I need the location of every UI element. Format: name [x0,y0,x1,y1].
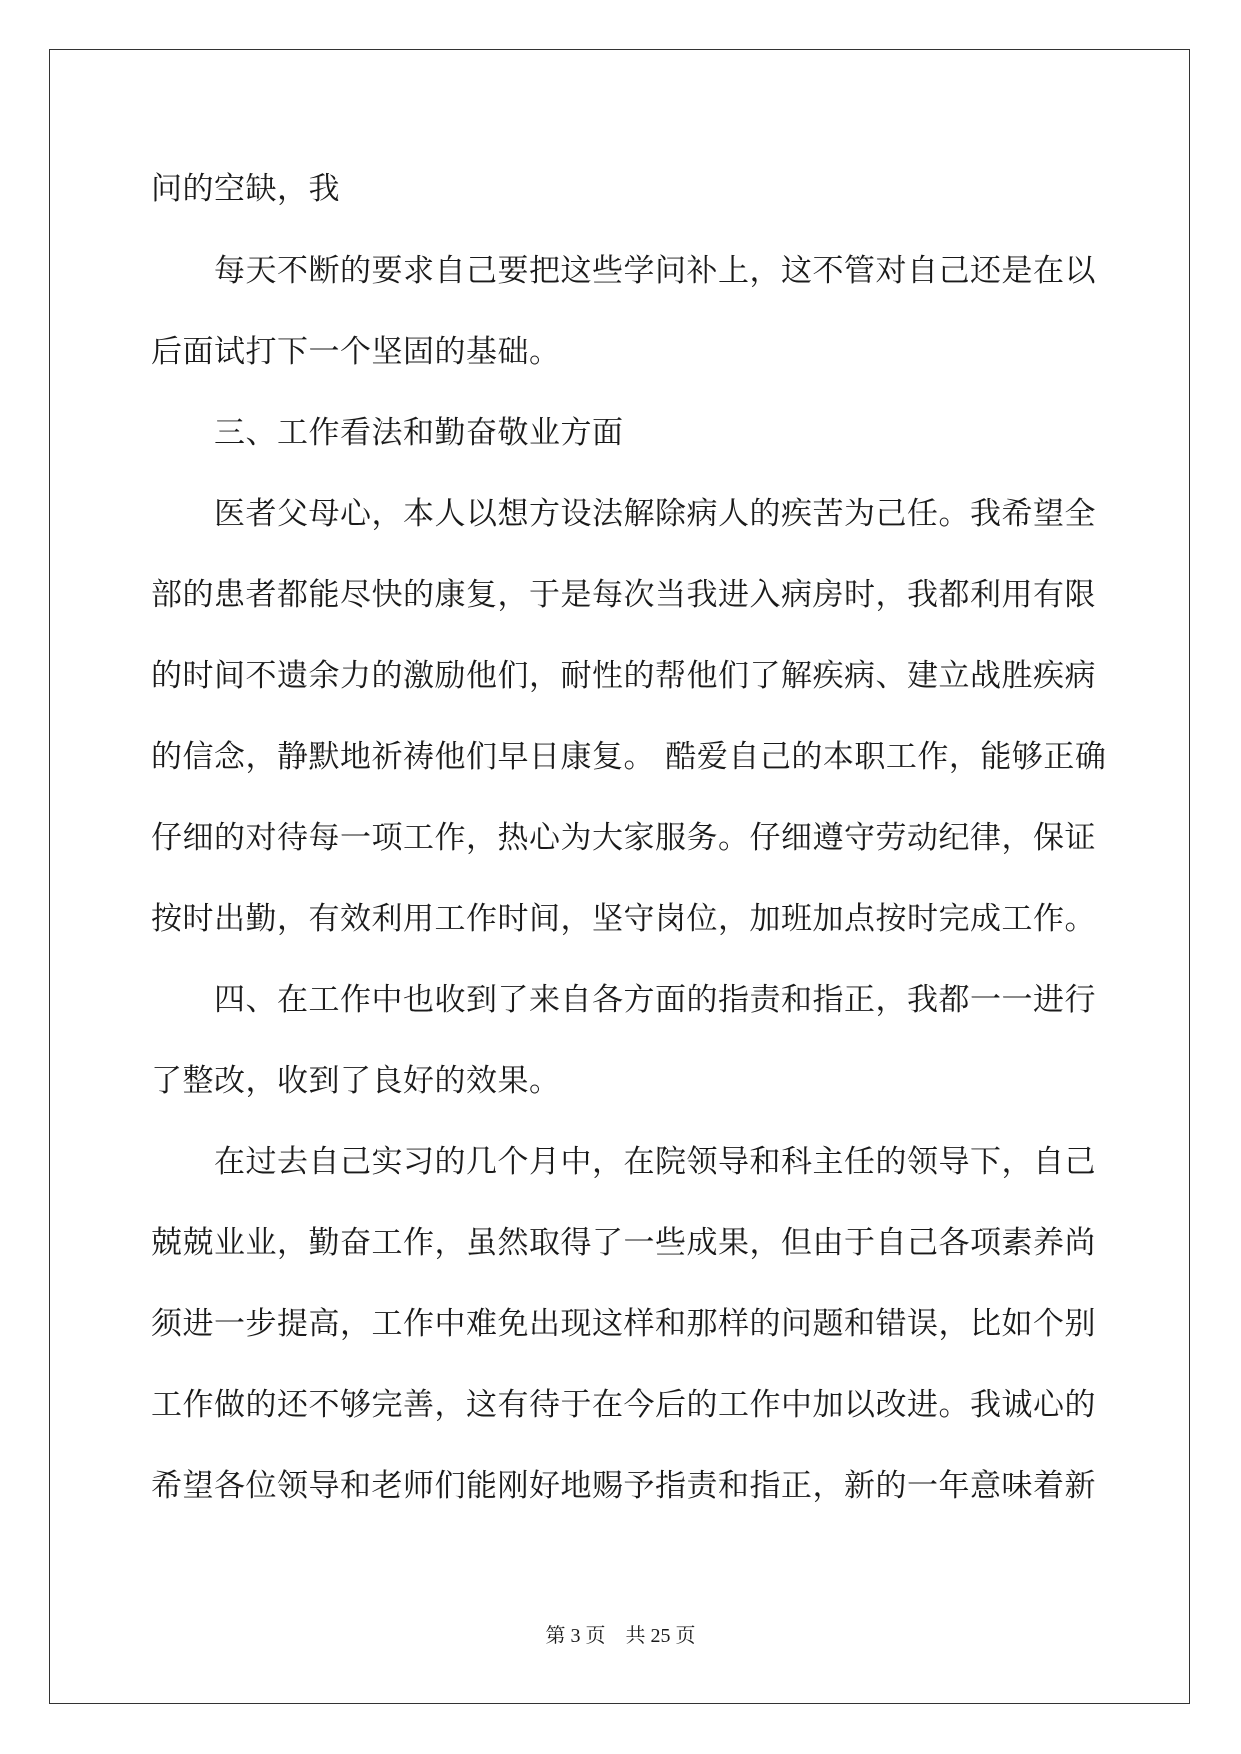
text-line: 按时出勤，有效利用工作时间，坚守岗位，加班加点按时完成工作。 [151,901,1096,937]
text-line: 四、在工作中也收到了来自各方面的指责和指正，我都一一进行 [214,982,1096,1018]
text-line: 部的患者都能尽快的康复，于是每次当我进入病房时，我都利用有限 [151,577,1096,613]
document-body [151,162,1107,1540]
text-line: 希望各位领导和老师们能刚好地赐予指责和指正，新的一年意味着新 [151,1468,1096,1504]
text-line: 问的空缺，我 [151,171,340,207]
text-line: 工作做的还不够完善，这有待于在今后的工作中加以改进。我诚心的 [151,1387,1096,1423]
text-line: 兢兢业业，勤奋工作，虽然取得了一些成果，但由于自己各项素养尚 [151,1225,1096,1261]
text-line: 了整改，收到了良好的效果。 [151,1063,561,1099]
text-line: 后面试打下一个坚固的基础。 [151,334,561,370]
text-line: 的时间不遗余力的激励他们，耐性的帮他们了解疾病、建立战胜疾病 [151,658,1096,694]
section-heading: 三、工作看法和勤奋敬业方面 [214,415,624,451]
text-line: 每天不断的要求自己要把这些学问补上，这不管对自己还是在以 [214,253,1096,289]
page-total: 共 25 页 [625,1625,696,1647]
text-line: 须进一步提高，工作中难免出现这样和那样的问题和错误，比如个别 [151,1306,1096,1342]
text-line: 在过去自己实习的几个月中，在院领导和科主任的领导下，自己 [214,1144,1096,1180]
page-number: 第 3 页 [545,1625,606,1647]
text-line: 的信念，静默地祈祷他们早日康复。 酷爱自己的本职工作，能够正确 [151,739,1107,775]
text-line: 仔细的对待每一项工作，热心为大家服务。仔细遵守劳动纪律，保证 [151,820,1096,856]
text-line: 医者父母心，本人以想方设法解除病人的疾苦为己任。我希望全 [214,496,1096,532]
page-footer [0,1624,1241,1648]
